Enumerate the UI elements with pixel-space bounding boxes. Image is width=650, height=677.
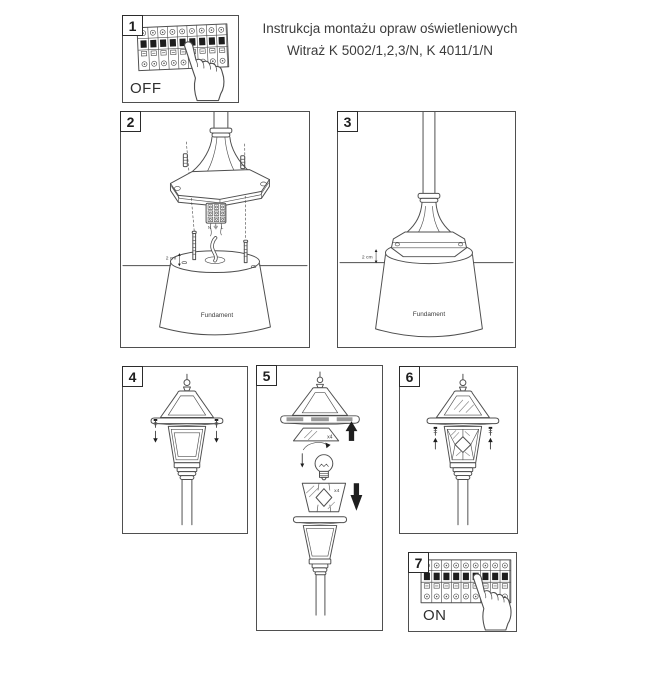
qty-label: x4: [327, 434, 333, 441]
lamp-post-pole: [316, 575, 325, 615]
collar: [309, 559, 331, 575]
dimension-label: [362, 249, 378, 263]
dimension-text: 2 cm: [165, 256, 177, 262]
lantern-roof: [151, 391, 223, 425]
down-arrow-small-icon: [300, 454, 304, 468]
page-title: Instrukcja montażu opraw oświetleniowych: [262, 21, 518, 36]
page-subtitle: Witraż K 5002/1,2,3/N, K 4011/1/N: [286, 43, 494, 58]
step-number: 6: [399, 366, 420, 387]
lantern-body: [444, 426, 481, 462]
step-panel-5: [256, 365, 383, 631]
up-arrow-icon: [346, 421, 358, 441]
lantern-body: [168, 426, 205, 462]
glass-pane: [293, 428, 338, 441]
step-panel-3: [337, 111, 516, 348]
post-base-mounting-illustration: [121, 112, 309, 347]
step-panel-7: [408, 552, 517, 632]
glass-pane-set: [302, 483, 345, 512]
step-number: 4: [122, 366, 143, 387]
breaker-state-label: OFF: [130, 80, 162, 97]
down-arrow-icon: [351, 483, 363, 511]
step-number: 1: [122, 15, 143, 36]
breaker-strip: [137, 24, 229, 71]
lantern-exploded-illustration: [257, 366, 382, 630]
qty-label: x4: [334, 489, 340, 495]
base-flange: [391, 232, 466, 257]
rotate-arrow-icon: [303, 442, 330, 449]
step-number: 2: [120, 111, 141, 132]
terminal-block: [206, 203, 226, 236]
lantern-roof: [427, 391, 499, 425]
lamp-post-pole: [182, 480, 192, 525]
lamp-post: [391, 112, 466, 256]
step-panel-6: [399, 366, 518, 534]
dimension-text: 2 cm: [361, 255, 373, 261]
instruction-title-block: [240, 21, 540, 58]
lantern-glass-illustration: [400, 367, 517, 533]
bulb-icon: [315, 455, 333, 480]
mounting-stud-icon: [183, 154, 244, 169]
step-number: 5: [256, 365, 277, 386]
step-number: 3: [337, 111, 358, 132]
foundation-label: Fundament: [412, 311, 446, 319]
collar: [174, 463, 200, 480]
foundation-label: Fundament: [200, 312, 234, 320]
finial: [184, 374, 191, 391]
lantern-body: [293, 517, 346, 559]
lamp-post-pole: [458, 479, 468, 524]
foundation: [160, 251, 271, 335]
collar: [450, 463, 476, 480]
step-panel-1: [122, 15, 239, 103]
finial: [317, 372, 324, 388]
step-number: 7: [408, 552, 429, 573]
base-flange: [170, 170, 269, 200]
lantern-screws-illustration: [123, 367, 247, 533]
step-panel-2: [120, 111, 310, 348]
lantern-roof: [281, 388, 360, 425]
earth-icon: [214, 224, 218, 229]
post-mounted-illustration: [338, 112, 515, 347]
finial: [459, 374, 466, 391]
step-panel-4: [122, 366, 248, 534]
terminal-label-l: L: [220, 225, 224, 231]
breaker-state-label: ON: [423, 607, 447, 624]
terminal-label-n: N: [208, 225, 212, 231]
